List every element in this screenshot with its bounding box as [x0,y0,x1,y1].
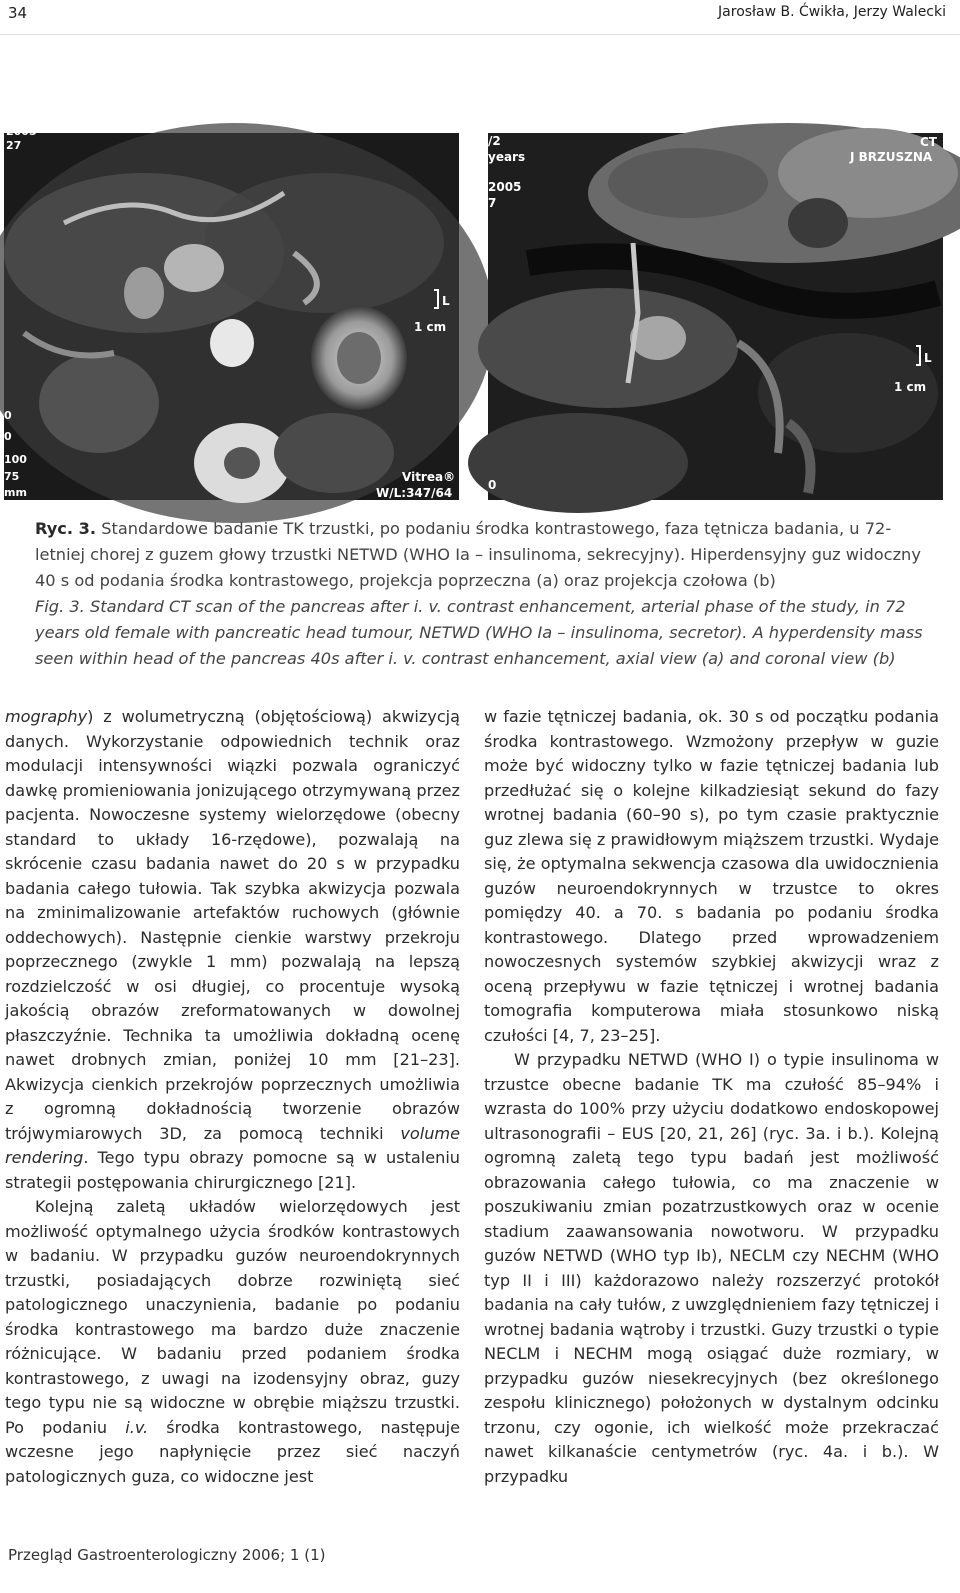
overlay-tl-b-4: 7 [488,196,497,210]
running-header-authors: Jarosław B. Ćwikła, Jerzy Walecki [718,4,946,20]
paragraph [5,705,460,1195]
caption-text-en: Standard CT scan of the pancreas after i. v. contrast enhancement, arterial phase of the study, in 72 years old female with pancreatic head tumour, NETWD (WHO Ia – insulinoma, secretor). A hyperdensity mass seen within head of the pancreas 40s after i. v. contrast enhancement, axial view (a) and coronal view (b) [35,597,923,668]
ct-image-coronal [488,133,943,500]
text-run: środka kontrastowego, następuje wczesne jego napłynięcie przez sieć naczyń patologicznych guza, co widoczne jest [5,1417,460,1486]
paragraph: W przypadku NETWD (WHO I) o typie insulinoma w trzustce obecne badanie TK ma czułość 85–94% i wzrasta do 100% przy użyciu dodatkowo endoskopowej ultrasonografii – EUS [20, 21, 26] (ryc. 3a. i b.). Kolejną ogromną zaletą tego typu badań jest możliwość obrazowania całego tułowia, co ma znaczenie w poszukiwaniu zmian pozatrzustkowych oraz w ocenie stadium zaawansowania nowotworu. W przypadku guzów NETWD (WHO typ Ib), NECLM czy NECHM (WHO typ II i III) każdorazowo należy rozszerzyć protokół badania na cały tułów, z uwzględnieniem fazy tętniczej i wrotnej badania wątroby i trzustki. Guzy trzustki o typie NECLM i NECHM mogą osiągać duże rozmiary, w przypadku guzów niesekrecyjnych (bez określonego zespołu klinicznego) położonych w dystalnym odcinku trzonu, czy ogonie, ich wielkość może przekraczać nawet kilkanaście centymetrów (ryc. 4a. i b.). W przypadku [484,1050,939,1486]
text-run: ) z wolumetryczną (objętościową) akwizycją danych. Wykorzystanie odpowiednich technik oraz modulacji intensywności wiązki pozwala ograniczyć dawkę promieniowania jonizującego otrzymywaną przez pacjenta. Nowoczesne systemy wielorzędowe (obecny standard to układy 16-rzędowe), pozwalają na skrócenie czasu badania nawet do 20 s w przypadku badania całego tułowia. Tak szybka akwizycja pozwala na zminimalizowanie artefaktów ruchowych (głównie oddechowych). Następnie cienkie warstwy przekroju poprzecznego (zwykle 1 mm) pozwalają na lepszą rozdzielczość w osi długiej, co procentuje wysoką jakością obrazów zreformatowanych w dowolnej płaszczyźnie. Technika ta umożliwia dokładną ocenę nawet drobnych zmian, poniżej 10 mm [21–23]. Akwizycja cienkich przekrojów poprzecznych umożliwia z ogromną dokładnością tworzenie obrazów trójwymiarowych 3D, za pomocą techniki [5,707,460,1143]
text-run: . Tego typu obrazy pomocne są w ustaleniu strategii postępowania chirurgicznego [21]. [5,1148,460,1192]
ct-coronal-scan [488,133,943,500]
scale-label-a: 1 cm [414,320,447,334]
overlay-tl-b-2: years [488,150,526,164]
overlay-tr-b-2: J BRZUSZNA [850,150,933,164]
overlay-l-a-3: 100 [4,453,27,466]
paragraph: w fazie tętniczej badania, ok. 30 s od początku podania środka kontrastowego. Wzmożony przepływ w guzie może być widoczny tylko w fazie tętniczej badania lub przedłużać się o kolejne kilkadziesiąt sekund do fazy wrotnej badania (60–90 s), po tym czasie praktycznie guz zlewa się z prawidłowym miąższem trzustki. Wydaje się, że optymalna sekwencja czasowa dla uwidocznienia guzów neuroendokrynnych w trzustce to okres pomiędzy 40. a 70. s badania po podaniu środka kontrastowego. Dlatego przed wprowadzeniem nowoczesnych systemów szybkiej akwizycji wraz z oceną przepływu w fazie tętniczej i wrotnej badania tomografia komputerowa miała stosunkowo niską czułości [4, 7, 23–25]. [484,707,939,1045]
paragraph [5,1195,460,1489]
caption-label-en: Fig. 3. [35,597,85,616]
caption-text-pl: Standardowe badanie TK trzustki, po podaniu środka kontrastowego, faza tętnicza badania, u 72-letniej chorej z guzem głowy trzustki NETWD (WHO Ia – insulinoma, sekrecyjny). Hiperdensyjny guz widoczny 40 s od podania środka kontrastowego, projekcja poprzeczna (a) oraz projekcja czołowa (b) [35,519,921,590]
caption-label-pl: Ryc. 3. [35,519,97,538]
ct-axial-scan [4,125,459,500]
overlay-tl-a-1: 2005 [6,125,37,138]
vendor-label: Vitrea® [402,470,456,484]
overlay-l-a-5: mm [4,486,27,499]
overlay-bl-b: 0 [488,478,497,492]
overlay-l-a-4: 75 [4,470,20,483]
overlay-tl-b-1: /2 [488,134,501,148]
body-column-left [5,705,460,1489]
figure-caption-polish [35,516,940,594]
ct-image-axial [4,125,459,500]
body-column-right [484,705,939,1489]
overlay-l-a-2: 0 [4,430,12,443]
figure-caption-english [35,594,940,672]
journal-footer: Przegląd Gastroenterologiczny 2006; 1 (1) [8,1546,326,1564]
window-level-label: W/L:347/64 [376,486,453,500]
text-run: Kolejną zaletą układów wielorzędowych jest możliwość optymalnego użycia środków kontrastowych w badaniu. W przypadku guzów neuroendokrynnych trzustki, posiadających dobrze rozwiniętą sieć patologicznego unaczynienia, badanie po podaniu środka kontrastowego ma bardzo duże znaczenie różnicujące. W badaniu przed podaniem środka kontrastowego, z uwagi na izodensyjny obraz, guzy tego typu nie są widoczne w obrębie miąższu trzustki. Po podaniu [5,1197,460,1437]
scale-label-b: 1 cm [894,380,927,394]
overlay-tl-b-3: 2005 [488,180,522,194]
italic-term: volume rendering [5,1123,460,1167]
header-divider [0,34,960,35]
overlay-tr-b-1: CT [920,135,937,149]
scale-letter-b: L [924,351,932,365]
page-number: 34 [8,4,28,22]
italic-term: mography [5,707,88,726]
scale-letter-a: L [442,294,450,308]
overlay-tl-a-2: 27 [6,139,22,152]
overlay-l-a-1: 0 [4,409,12,422]
italic-term: i.v. [125,1417,149,1437]
